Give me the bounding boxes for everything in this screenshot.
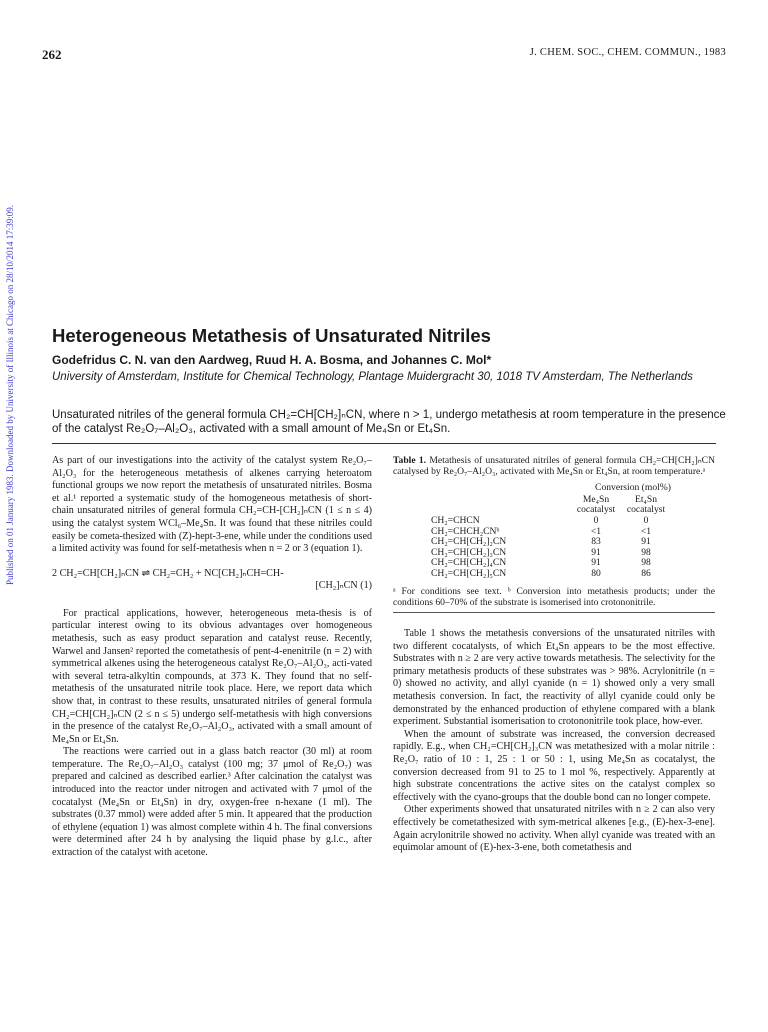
row-et4sn: <1 — [640, 525, 652, 537]
row-substrate: CH₂=CH[CH₂]₄CN — [431, 557, 507, 569]
table-caption-label: Table 1. — [393, 455, 427, 466]
equation-1 — [52, 568, 372, 594]
left-paragraph-1: As part of our investigations into the activity of the catalyst system Re₂O₇–Al₂O₃ for the heterogeneous metathesis of alkenes carrying heteroatom functional groups we now report the metathesis of unsaturated nitriles. Bosma et al.¹ reported a systematic study of the homogeneous metathesis of short-chain unsaturated nitriles of general formula CH₂=CH-[CH₂]ₙCN (1 ≤ n ≤ 4) using the catalyst system WCl₆–Me₄Sn. It was found that these nitriles could easily be cometa-thesized with (Z)-hept-3-ene, while under the conditions used a limited activity was found for self-metathesis when n = 2 or 3 (equation 1). — [52, 455, 372, 555]
equation-line-2: [CH₂]ₙCN (1) — [315, 580, 372, 592]
row-substrate: CH₂=CH[CH₂]₂CN — [431, 536, 507, 548]
table-row — [431, 569, 671, 580]
row-substrate: CH₂=CH[CH₂]₃CN — [431, 546, 507, 558]
row-substrate: CH₂=CHCH₂CNᵇ — [431, 525, 500, 537]
right-column — [393, 628, 715, 855]
row-et4sn: 98 — [641, 557, 651, 569]
equation-line-1: 2 CH₂=CH[CH₂]ₙCN ⇌ CH₂=CH₂ + NC[CH₂]ₙCH=CH- — [52, 567, 284, 579]
row-et4sn: 86 — [641, 567, 651, 579]
article-authors: Godefridus C. N. van den Aardweg, Ruud H. A. Bosma, and Johannes C. Mol* — [52, 353, 492, 367]
left-column — [52, 455, 372, 860]
row-me4sn: <1 — [590, 525, 602, 537]
table-1 — [393, 455, 715, 608]
abstract-divider — [52, 443, 716, 444]
row-me4sn: 91 — [591, 557, 601, 569]
article-affiliation: University of Amsterdam, Institute for Chemical Technology, Plantage Muidergracht 30, 1018 TV Amsterdam, The Netherlands — [52, 371, 693, 383]
row-me4sn: 83 — [591, 536, 601, 548]
row-me4sn: 91 — [591, 546, 601, 558]
col-head-et4sn: Et₄Sn — [634, 493, 657, 505]
row-et4sn: 98 — [641, 546, 651, 558]
table-footnote: ᵃ For conditions see text. ᵇ Conversion into metathesis products; under the conditions 60–70% of the substrate is isomerised into crotononitrile. — [393, 585, 715, 608]
row-substrate: CH₂=CHCN — [431, 515, 480, 526]
row-me4sn: 0 — [593, 515, 599, 526]
side-download-note — [3, 180, 17, 610]
table-caption-text: Metathesis of unsaturated nitriles of general formula CH₂=CH[CH₂]ₙCN catalysed by Re₂O₇–Al₂O₃, activated with Me₄Sn or Et₄Sn, at room temperature.ᵃ — [393, 455, 715, 478]
table-row — [431, 516, 671, 527]
table-caption — [393, 455, 715, 478]
conversion-header-label: Conversion (mol%) — [595, 481, 671, 493]
side-download-note-text[interactable]: Published on 01 January 1983. Downloaded by University of Illinois at Chicago on 28/10/2014 17:39:09. — [5, 205, 15, 585]
page-number: 262 — [42, 47, 62, 62]
left-paragraph-2: For practical applications, however, heterogeneous meta-thesis is of particular interest owing to its obvious advantages over homogeneous metathesis, such as easy product separation and catalyst reuse. Recently, Warwel and Jansen² reported the cometathesis of pent-4-enenitrile (n = 2) with symmetrical alkenes using the heterogeneous catalyst Re₂O₇–Al₂O₃, acti-vated with several tetra-alkyltin compounds, at 373 K. They found that no self-metathesis of the unsaturated nitrile took place. Here, we report data which show that, in contrast to these results, unsaturated nitriles of general formula CH₂=CH[CH₂]ₙCN (2 ≤ n ≤ 5) undergo self-metathesis with high conversions in the presence of the catalyst Re₂O₇–Al₂O₃, activated with a small amount of Me₄Sn or Et₄Sn. — [52, 607, 372, 745]
right-paragraph-1: Table 1 shows the metathesis conversions of the unsaturated nitriles with two different cocatalysts, of which Et₄Sn appears to be the most effective. Substrates with n ≥ 2 are very active towards metathesis. The selectivity for the primary metathesis products of these substrates was > 98%. Acrylonitrile (n = 0) showed no activity, and allyl cyanide (n = 1) showed only a very small metathesis conversion. In fact, the reactivity of allyl cyanide could only be demonstrated by the enhanced production of ethylene compared with a blank experiment. Substantial isomerisation to crotononitrile took place, how-ever. — [393, 628, 715, 728]
col-subhead-me4sn: cocatalyst — [576, 504, 616, 516]
table-body — [431, 495, 671, 580]
col-head-me4sn: Me₄Sn — [582, 493, 610, 505]
row-substrate: CH₂=CH[CH₂]₅CN — [431, 567, 507, 579]
article-abstract: Unsaturated nitriles of the general formula CH₂=CH[CH₂]ₙCN, where n > 1, undergo metathesis at room temperature in the presence of the catalyst Re₂O₇–Al₂O₃, activated with a small amount of Me₄Sn or Et₄Sn. — [52, 409, 726, 435]
right-paragraph-2: When the amount of substrate was increased, the conversion decreased rapidly. E.g., when CH₂=CH[CH₂]₃CN was metathesized with a molar nitrile : Re₂O₇ ratio of 10 : 1, 25 : 1 or 50 : 1, using Me₄Sn as cocatalyst, the conversion decreased from 91 to 25 to 1 mol %, respectively. Apparently at high substrate concentrations the active sites on the catalyst complex so effectively with the cyano-groups that the double bond can no longer compete. — [393, 728, 715, 803]
article-title: Heterogeneous Metathesis of Unsaturated Nitriles — [52, 325, 491, 346]
table-conversion-header — [393, 482, 715, 493]
row-me4sn: 80 — [591, 567, 601, 579]
left-paragraph-3: The reactions were carried out in a glass batch reactor (30 ml) at room temperature. The Re₂O₇–Al₂O₃ catalyst (100 mg; 37 μmol of Re₂O₇) was prepared and calcined as described earlier.³ After calcination the catalyst was introduced into the reactor under nitrogen and activated with 7 μmol of the cocatalyst (Me₄Sn or Et₄Sn) in dry, oxygen-free n-hexane (1 ml). The substrates (0.37 mmol) were added after 5 min. It appeared that the production of ethylene (equation 1) was almost complete within 4 h. The final conversions were determined after 24 h by analysing the liquid phase by g.l.c., after extraction of the catalyst with acetone. — [52, 746, 372, 859]
running-head: J. CHEM. SOC., CHEM. COMMUN., 1983 — [529, 47, 726, 58]
col-subhead-et4sn: cocatalyst — [626, 504, 666, 516]
row-et4sn: 91 — [641, 536, 651, 548]
table-divider — [393, 612, 715, 613]
right-paragraph-3: Other experiments showed that unsaturated nitriles with n ≥ 2 can also very effectively be cometathesized with sym-metrical alkenes [e.g., (E)-hex-3-ene]. Again acrylonitrile showed no activity. When allyl cyanide was treated with an equimolar amount of (E)-hex-3-ene, both cometathesis and — [393, 804, 715, 854]
row-et4sn: 0 — [643, 515, 649, 526]
